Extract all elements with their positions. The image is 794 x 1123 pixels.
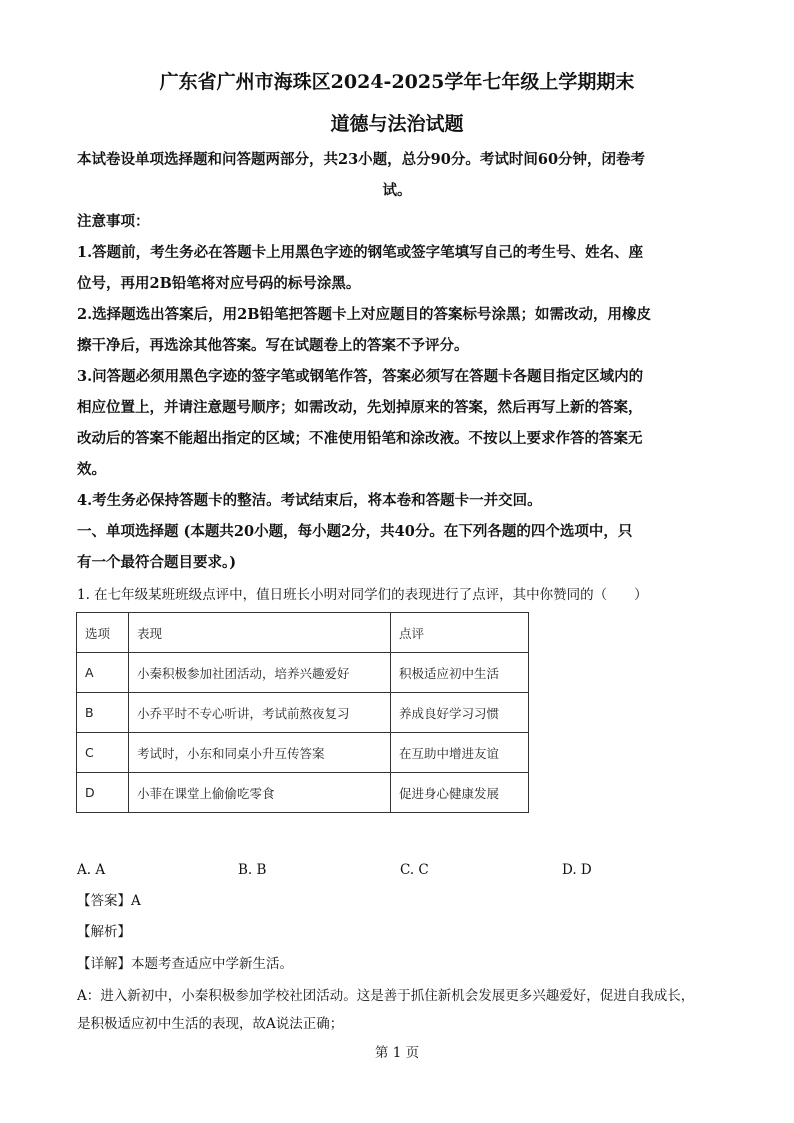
intro-line1 [77, 150, 717, 170]
table-row [77, 773, 529, 813]
notice-item-1a: 1.答题前，考生务必在答题卡上用黑色字迹的钢笔或签字笔填写自己的考生号、姓名、座 [77, 244, 644, 261]
table-row [77, 693, 529, 733]
notice-item-3b: 相应位置上，并请注意题号顺序；如需改动，先划掉原来的答案，然后再写上新的答案， [77, 399, 643, 416]
explain-line2: 是积极适应初中生活的表现，故A说法正确； [77, 1016, 344, 1032]
table-row [77, 733, 529, 773]
analysis-label: 【解析】 [77, 924, 131, 940]
table-header-cell: 选项 [77, 613, 129, 653]
page-number: 第 1 页 [374, 1045, 420, 1061]
exam-title-line1: 广东省广州市海珠区2024-2025学年七年级上学期期末 [159, 71, 635, 93]
table-row [77, 653, 529, 693]
table-header-cell: 点评 [391, 613, 529, 653]
notice-item-3d: 效。 [77, 461, 106, 478]
table-cell: 小菲在课堂上偷偷吃零食 [129, 773, 391, 813]
detail-line: 【详解】本题考查适应中学新生活。 [77, 956, 293, 972]
table-cell: D [77, 773, 129, 813]
notice-item-3a: 3.问答题必须用黑色字迹的签字笔或钢笔作答，答案必须写在答题卡各题目指定区域内的 [77, 368, 644, 385]
notice-item-1b: 位号，再用2B铅笔将对应号码的标号涂黑。 [77, 275, 361, 292]
explain-line1: A：进入新初中，小秦积极参加学校社团活动。这是善于抓住新机会发展更多兴趣爱好，促进自我成长， [77, 988, 695, 1004]
choice-d: D. D [562, 862, 592, 878]
answer-line: 【答案】A [77, 893, 141, 909]
intro-line1-text: 本试卷设单项选择题和问答题两部分，共23小题，总分90分。考试时间60分钟，闭卷考 [77, 151, 646, 168]
table-cell: B [77, 693, 129, 733]
notice-item-4: 4.考生务必保持答题卡的整洁。考试结束后，将本卷和答题卡一并交回。 [77, 492, 542, 509]
notice-item-3c: 改动后的答案不能超出指定的区域；不准使用铅笔和涂改液。不按以上要求作答的答案无 [77, 430, 643, 447]
section-heading-line2: 有一个最符合题目要求。) [77, 554, 237, 571]
table-cell: 积极适应初中生活 [391, 653, 529, 693]
notice-heading: 注意事项： [77, 213, 150, 230]
table-header-row [77, 613, 529, 653]
choice-a: A. A [77, 862, 106, 878]
table-cell: 促进身心健康发展 [391, 773, 529, 813]
exam-title-line2: 道德与法治试题 [330, 113, 464, 135]
notice-item-2b: 擦干净后，再选涂其他答案。写在试题卷上的答案不予评分。 [77, 337, 469, 354]
notice-item-2a: 2.选择题选出答案后，用2B铅笔把答题卡上对应题目的答案标号涂黑；如需改动，用橡皮 [77, 306, 651, 323]
table-header-cell: 表现 [129, 613, 391, 653]
table-cell: 小乔平时不专心听讲，考试前熬夜复习 [129, 693, 391, 733]
table-cell: C [77, 733, 129, 773]
table-cell: 小秦积极参加社团活动，培养兴趣爱好 [129, 653, 391, 693]
intro-line2: 试。 [382, 182, 412, 199]
question-1-table [76, 612, 529, 813]
table-cell: A [77, 653, 129, 693]
table-cell: 考试时，小东和同桌小升互传答案 [129, 733, 391, 773]
choice-c: C. C [400, 862, 429, 878]
choice-b: B. B [238, 862, 267, 878]
question-1-stem: 1. 在七年级某班班级点评中，值日班长小明对同学们的表现进行了点评，其中你赞同的（ ） [77, 587, 648, 603]
section-heading-line1: 一、单项选择题 (本题共20小题，每小题2分，共40分。在下列各题的四个选项中，只 [77, 523, 633, 540]
table-cell: 在互助中增进友谊 [391, 733, 529, 773]
table-cell: 养成良好学习习惯 [391, 693, 529, 733]
